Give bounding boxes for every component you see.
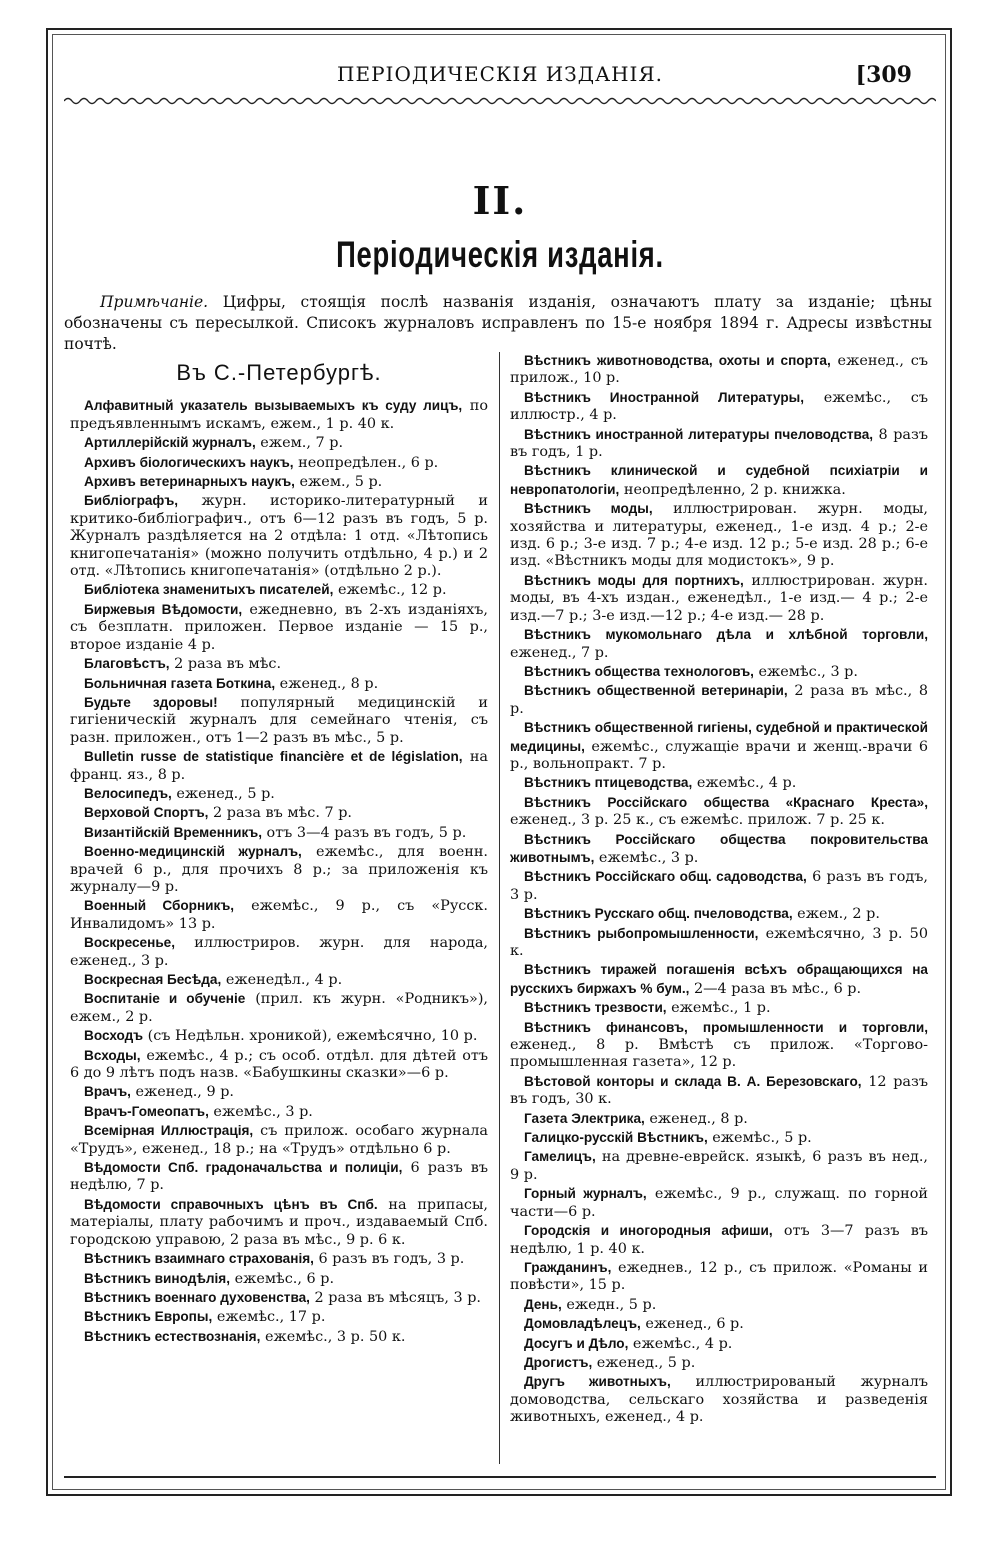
periodical-entry	[70, 785, 488, 803]
entry-title: Военно-медицинскій журналъ,	[84, 844, 302, 860]
entry-title: Вѣстникъ тиражей погашенія всѣхъ обращающихся на русскихъ биржахъ % бум.,	[510, 962, 928, 996]
entry-details: (прил. къ журн. «Родникъ»), ежем., 2 р.	[70, 991, 489, 1025]
entry-details: иллюстрированый журналъ домоводства, сельскаго хозяйства и разведенія животныхъ, еженед., 4 р.	[510, 1374, 928, 1426]
entry-details: (съ Недѣльн. хроникой), ежемѣсячно, 10 р.	[143, 1028, 478, 1045]
entry-title: Воскресенье,	[84, 935, 176, 951]
entry-details: съ прилож. особаго журнала «Трудъ», еженед., 18 р.; на «Трудъ» отдѣльно 6 р.	[70, 1123, 488, 1157]
periodical-entry	[510, 500, 928, 571]
periodical-entry	[510, 1129, 928, 1147]
entry-details: 2 раза въ мѣсяцъ, 3 р.	[309, 1289, 481, 1306]
periodical-entry	[510, 905, 928, 923]
periodical-entry	[70, 1308, 488, 1326]
periodical-entry	[70, 1083, 488, 1101]
entry-details: ежемѣс., 9 р., служащ. по горной части—6 р.	[510, 1186, 928, 1220]
entry-details: популярный медицинскій и гигіеническій журналъ для семейнаго чтенія, съ разн. приложен., отъ 1—2 разъ въ мѣс., 5 р.	[70, 694, 488, 746]
periodical-entry	[70, 601, 488, 654]
periodical-entry	[510, 1222, 928, 1258]
periodical-entry	[70, 971, 488, 989]
part-number: II.	[472, 178, 528, 223]
entry-details: ежемѣс., 4 р.	[692, 775, 797, 792]
entry-details: ежедневно, въ 2-хъ изданіяхъ, съ безплатн. приложен. Первое изданіе — 15 р., второе изданіе 4 р.	[70, 601, 489, 653]
entry-details: 6 разъ въ годъ, 3 р.	[510, 869, 928, 903]
entry-title: Вѣстникъ Русскаго общ. пчеловодства,	[524, 906, 793, 922]
entry-details: ежемѣс., 12 р.	[333, 582, 447, 599]
entry-title: Вѣстовой конторы и склада В. А. Березовскаго,	[524, 1073, 862, 1089]
periodical-entry	[70, 748, 488, 784]
entry-title: Воскресная Бесѣда,	[84, 972, 222, 987]
entry-title: Будьте здоровы!	[84, 694, 218, 710]
entry-details: ежемѣс., 9 р., съ «Русск. Инвалидомъ» 13 р.	[70, 898, 488, 932]
entry-title: Вѣстникъ Россійскаго общества покровительства животнымъ,	[510, 831, 928, 865]
page-number: [309	[855, 62, 912, 88]
entry-title: Городскія и иногородныя афиши,	[524, 1223, 773, 1239]
periodical-entry	[510, 1296, 928, 1314]
periodical-entry	[70, 1289, 488, 1307]
right-column	[510, 352, 928, 1428]
right-entries	[510, 352, 928, 1427]
entry-title: Благовѣстъ,	[84, 656, 170, 672]
periodical-entry	[70, 1122, 488, 1158]
entry-details: 6 разъ въ недѣлю, 7 р.	[70, 1160, 488, 1194]
entry-title: Вѣстникъ моды,	[524, 501, 653, 517]
running-head	[60, 62, 940, 92]
periodical-entry	[510, 1073, 928, 1109]
entry-title: Вѣстникъ общественной гигіены, судебной и практической медицины,	[510, 720, 928, 754]
periodical-entry	[70, 1250, 488, 1268]
entry-title: Другъ животныхъ,	[524, 1374, 671, 1390]
entry-details: иллюстрирован. журн. моды, хозяйства и литературы, еженед., 1-е изд. 4 р.; 2-е изд. 6 р.; 3-е изд. 7 р.; 4-е изд. 12 р.; 5-е изд. 28 р.; 6-е изд. «Вѣстникъ моды для модистокъ», 9 р.	[510, 501, 928, 570]
periodical-entry	[510, 572, 928, 625]
periodical-entry	[70, 1027, 488, 1045]
entry-details: журн. историко-литературный и критико-библіографич., отъ 6—12 разъ въ годъ, 5 р. Журналъ раздѣляется на 2 отдѣла: 1 отд. «Лѣтопись книгопечатанія» (можно получить отдѣльно, 4 р.) и 2 отд. «Лѣтопись книгопечатанія» (отдѣльно 2 р.).	[70, 493, 488, 580]
periodical-entry	[70, 694, 488, 747]
entry-title: Вѣстникъ Россійскаго общества «Краснаго Креста»,	[524, 794, 928, 810]
entry-details: 2 раза въ мѣс., 8 р.	[510, 683, 928, 717]
entry-title: Домовладѣлецъ,	[524, 1316, 641, 1332]
entry-title: Библіотека знаменитыхъ писателей,	[84, 582, 334, 598]
periodical-entry	[510, 999, 928, 1017]
entry-title: Вѣстникъ клинической и судебной психіатріи и невропатологіи,	[510, 463, 928, 497]
entry-details: ежедн., 5 р.	[561, 1296, 657, 1313]
entry-title: Вѣстникъ финансовъ, промышленности и торговли,	[524, 1019, 928, 1035]
entry-title: День,	[524, 1296, 562, 1312]
entry-title: Вѣстникъ рыбопромышленности,	[524, 925, 759, 941]
note-text: Цифры, стоящія послѣ названія изданія, означаютъ плату за изданіе; цѣны обозначены съ пересылкой. Списокъ журналовъ исправленъ по 15-е ноября 1894 г. Адресы извѣстны почтѣ.	[64, 293, 932, 353]
periodical-entry	[70, 473, 488, 491]
entry-title: Вѣдомости справочныхъ цѣнъ въ Спб.	[84, 1196, 378, 1212]
periodical-entry	[70, 1103, 488, 1121]
entry-details: еженед., 9 р.	[130, 1084, 234, 1101]
periodical-entry	[510, 682, 928, 718]
entry-title: Вѣстникъ иностранной литературы пчеловодства,	[524, 426, 874, 442]
entry-title: Вѣстникъ Иностранной Литературы,	[524, 389, 805, 405]
entry-details: ежемѣс., служащіе врачи и женщ.-врачи 6 р., вольнопракт. 7 р.	[510, 738, 928, 772]
entry-title: Биржевыя Вѣдомости,	[84, 601, 243, 617]
entry-title: Дрогистъ,	[524, 1354, 593, 1370]
entry-title: Всходы,	[84, 1047, 141, 1063]
entry-title: Вѣстникъ животноводства, охоты и спорта,	[524, 353, 831, 368]
entry-details: еженед., съ прилож., 10 р.	[510, 353, 928, 387]
entry-details: ежемѣсячно, 3 р. 50 к.	[510, 925, 928, 959]
periodical-entry	[70, 1196, 488, 1249]
periodical-entry	[510, 389, 928, 425]
entry-details: ежемѣс., 1 р.	[666, 1000, 771, 1017]
entry-title: Велосипедъ,	[84, 785, 172, 801]
entry-details: еженед., 5 р.	[592, 1354, 696, 1371]
entry-title: Врачъ-Гомеопатъ,	[84, 1103, 209, 1119]
entry-title: Вѣстникъ общественной ветеринаріи,	[524, 683, 788, 699]
entry-title: Воспитаніе и обученіе	[84, 991, 246, 1007]
periodical-entry	[510, 961, 928, 998]
periodical-entry	[70, 397, 488, 433]
entry-title: Библіографъ,	[84, 493, 179, 509]
entry-title: Вѣстникъ моды для портнихъ,	[524, 572, 744, 588]
entry-details: ежемѣс., 3 р.	[594, 849, 699, 866]
bottom-rule	[64, 1476, 936, 1478]
entry-title: Артиллерійскій журналъ,	[84, 435, 256, 451]
entry-details: еженед., 8 р. Вмѣстѣ съ прилож. «Торгово-промышленная газета», 12 р.	[510, 1037, 928, 1071]
entry-title: Гамелицъ,	[524, 1149, 596, 1165]
entry-title: Вѣстникъ птицеводства,	[524, 775, 693, 791]
entry-title: Вѣстникъ трезвости,	[524, 1000, 667, 1016]
entry-details: ежемѣс., для военн. врачей 6 р., для прочихъ 8 р.; за приложенія къ журналу—9 р.	[70, 844, 488, 895]
entry-details: на древне-еврейск. языкѣ, 6 разъ въ нед., 9 р.	[510, 1149, 928, 1183]
entry-title: Вѣстникъ взаимнаго страхованія,	[84, 1251, 314, 1267]
entry-details: ежемѣс., 4 р.	[628, 1335, 733, 1352]
entry-details: еженед., 8 р.	[644, 1110, 748, 1127]
entry-title: Алфавитный указатель вызываемыхъ къ суду лицъ,	[84, 398, 463, 414]
entry-details: ежемѣс., 3 р. 50 к.	[260, 1328, 406, 1345]
entry-details: ежемѣс., 3 р.	[208, 1103, 313, 1120]
entry-details: еженед., 5 р.	[171, 785, 275, 802]
periodical-entry	[70, 434, 488, 452]
periodical-entry	[70, 1270, 488, 1288]
periodical-entry	[510, 1110, 928, 1128]
entry-title: Восходъ	[84, 1028, 144, 1044]
entry-details: 6 разъ въ годъ, 3 р.	[313, 1251, 465, 1268]
periodical-entry	[70, 581, 488, 599]
entry-details: ежемѣс., 6 р.	[230, 1270, 335, 1287]
wavy-rule	[64, 94, 936, 108]
column-divider	[499, 352, 500, 1464]
periodical-entry	[70, 1159, 488, 1195]
entry-details: ежем., 7 р.	[255, 435, 344, 452]
entry-details: еженед., 3 р. 25 к., съ ежемѣс. прилож. 7 р. 25 к.	[510, 812, 885, 829]
entry-title: Вѣстникъ общества технологовъ,	[524, 663, 754, 679]
entry-title: Горный журналъ,	[524, 1186, 647, 1202]
periodical-entry	[510, 1019, 928, 1072]
entry-title: Досугъ и Дѣло,	[524, 1335, 629, 1351]
entry-title: Вѣстникъ естествознанія,	[84, 1328, 261, 1344]
periodical-entry	[70, 934, 488, 970]
entry-title: Вѣдомости Спб. градоначальства и полиціи,	[84, 1160, 403, 1176]
left-entries	[70, 397, 488, 1346]
entry-details: на франц. яз., 8 р.	[70, 749, 489, 783]
periodical-entry	[510, 1148, 928, 1184]
periodical-entry	[510, 794, 928, 830]
periodical-entry	[70, 675, 488, 693]
periodical-entry	[510, 774, 928, 792]
periodical-entry	[510, 868, 928, 904]
note-paragraph	[64, 292, 932, 355]
entry-title: Вѣстникъ военнаго духовенства,	[84, 1289, 310, 1305]
entry-title: Галицко-русскій Вѣстникъ,	[524, 1130, 708, 1146]
periodical-entry	[70, 990, 488, 1026]
entry-details: еженед., 7 р.	[510, 644, 609, 661]
entry-details: отъ 3—4 разъ въ годъ, 5 р.	[261, 824, 467, 841]
entry-details: неопредѣлен., 6 р.	[293, 454, 439, 471]
entry-title: Bulletin russe de statistique financière et de législation,	[84, 749, 463, 765]
periodical-entry	[510, 1259, 928, 1295]
running-title: ПЕРІОДИЧЕСКІЯ ИЗДАНІЯ.	[337, 62, 663, 86]
section-title: Періодическія изданія.	[336, 234, 664, 275]
entry-details: иллюстрирован. журн. моды, въ 4-хъ издан., еженедѣл., 1-е изд.— 4 р.; 2-е изд.—7 р.; 3-е изд.—12 р.; 4-е изд.— 28 р.	[510, 572, 928, 624]
periodical-entry	[510, 352, 928, 388]
periodical-entry	[70, 843, 488, 896]
entry-details: ежемѣс., съ иллюстр., 4 р.	[510, 389, 929, 424]
periodical-entry	[510, 426, 928, 462]
entry-details: на припасы, матеріалы, плату рабочимъ и проч., издаваемый Спб. городскою управою, 2 раза въ мѣс., 9 р. 6 к.	[70, 1196, 488, 1248]
entry-title: Вѣстникъ Россійскаго общ. садоводства,	[524, 869, 807, 885]
entry-details: еженед., 6 р.	[640, 1316, 744, 1333]
entry-details: 8 разъ въ годъ, 1 р.	[510, 426, 928, 461]
entry-details: 2 раза въ мѣс. 7 р.	[208, 805, 352, 822]
entry-title: Газета Электрика,	[524, 1110, 645, 1126]
entry-title: Византійскій Временникъ,	[84, 824, 262, 840]
city-heading: Въ С.-Петербургѣ.	[176, 360, 382, 385]
periodical-entry	[510, 719, 928, 773]
periodical-entry	[70, 824, 488, 842]
note-label: Примѣчаніе.	[100, 293, 209, 311]
entry-title: Вѣстникъ винодѣлія,	[84, 1270, 230, 1286]
periodical-entry	[70, 1328, 488, 1346]
entry-details: иллюстриров. журн. для народа, еженед., 3 р.	[70, 935, 488, 969]
entry-details: неопредѣленно, 2 р. книжка.	[619, 481, 846, 498]
entry-title: Больничная газета Боткина,	[84, 675, 276, 691]
entry-details: по предъявленнымъ искамъ, ежем., 1 р. 40 к.	[70, 398, 488, 432]
periodical-entry	[70, 1047, 488, 1083]
periodical-entry	[70, 492, 488, 580]
entry-title: Всемірная Иллюстрація,	[84, 1123, 254, 1139]
entry-details: ежемѣс., 5 р.	[707, 1130, 812, 1147]
entry-title: Архивъ ветеринарныхъ наукъ,	[84, 474, 295, 490]
entry-details: ежем., 2 р.	[792, 906, 880, 923]
entry-details: отъ 3—7 разъ въ недѣлю, 1 р. 40 к.	[510, 1223, 928, 1257]
entry-title: Военный Сборникъ,	[84, 898, 235, 914]
entry-details: еженедѣл., 4 р.	[221, 972, 343, 988]
periodical-entry	[70, 655, 488, 673]
periodical-entry	[510, 1335, 928, 1353]
entry-title: Врачъ,	[84, 1084, 131, 1100]
entry-details: 12 разъ въ годъ, 30 к.	[510, 1073, 928, 1108]
entry-details: ежем., 5 р.	[294, 474, 383, 491]
left-column	[70, 352, 488, 1347]
periodical-entry	[510, 925, 928, 961]
entry-details: 2—4 раза въ мѣс., 6 р.	[689, 980, 862, 997]
periodical-entry	[510, 831, 928, 868]
entry-title: Архивъ біологическихъ наукъ,	[84, 454, 294, 470]
entry-details: еженед., 8 р.	[275, 675, 379, 692]
periodical-entry	[510, 1354, 928, 1372]
entry-details: ежемѣс., 17 р.	[212, 1309, 326, 1326]
entry-title: Вѣстникъ мукомольнаго дѣла и хлѣбной торговли,	[524, 627, 928, 643]
periodical-entry	[510, 663, 928, 681]
entry-title: Верховой Спортъ,	[84, 805, 209, 821]
periodical-entry	[510, 626, 928, 662]
entry-title: Вѣстникъ Европы,	[84, 1309, 213, 1325]
periodical-entry	[70, 454, 488, 472]
entry-title: Гражданинъ,	[524, 1259, 612, 1275]
periodical-entry	[510, 1185, 928, 1221]
periodical-entry	[510, 462, 928, 499]
periodical-entry	[510, 1315, 928, 1333]
periodical-entry	[70, 897, 488, 933]
entry-details: ежеднев., 12 р., съ прилож. «Романы и повѣсти», 15 р.	[510, 1259, 928, 1294]
periodical-entry	[70, 804, 488, 822]
entry-details: 2 раза въ мѣс.	[169, 656, 282, 673]
entry-details: ежемѣс., 4 р.; съ особ. отдѣл. для дѣтей отъ 6 до 9 лѣтъ подъ назв. «Бабушкины сказки»—6 р.	[70, 1047, 488, 1082]
periodical-entry	[510, 1373, 928, 1426]
entry-details: ежемѣс., 3 р.	[753, 663, 858, 680]
